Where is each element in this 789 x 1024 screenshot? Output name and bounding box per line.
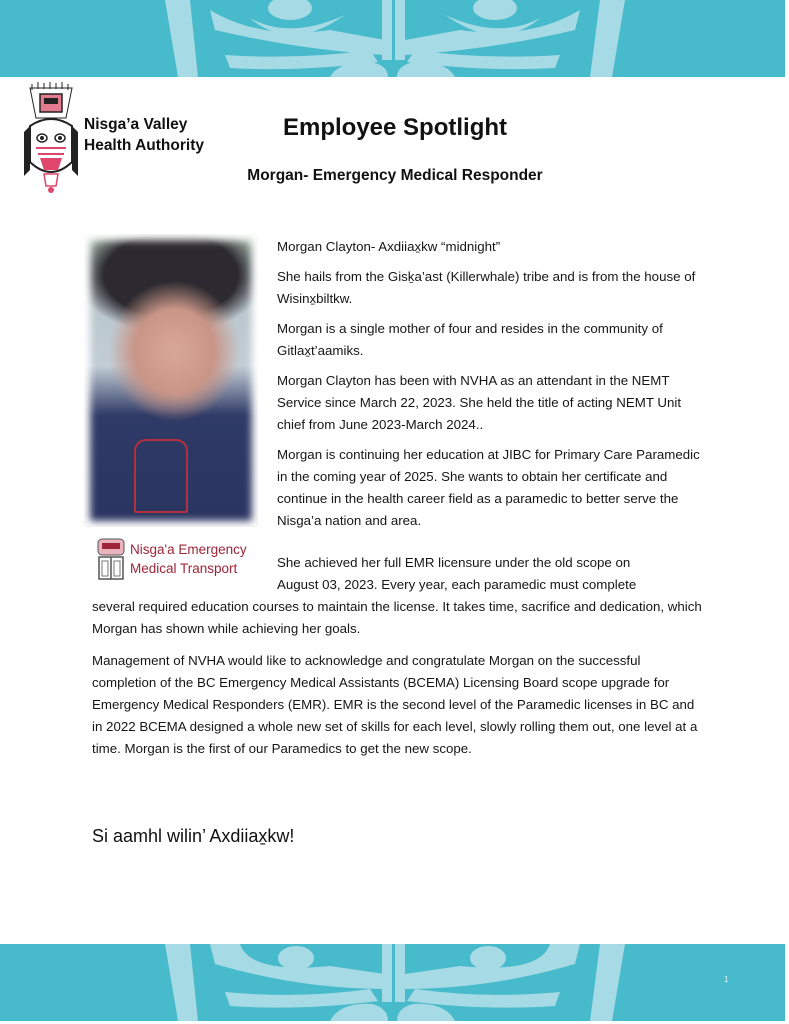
header-banner [0,0,785,77]
org-name-line1: Nisga’a Valley [84,116,188,133]
org-name-line2: Health Authority [84,137,204,154]
bio-education-paragraph: Morgan is continuing her education at JIBC for Primary Care Paramedic in the coming year of 2025. She wants to obtain her certificate and continue in the health career field as a paramedic to better serve the Nisga’a nation and area. [277,447,700,528]
page-title: Employee Spotlight [282,114,507,141]
employee-photo [84,234,258,527]
bio-employment-paragraph: Morgan Clayton has been with NVHA as an attendant in the NEMT Service since March 22, 2023. She held the title of acting NEMT Unit chief from June 2023-March 2024.. [277,373,682,432]
bio-name-paragraph: Morgan Clayton- Axdiiax̱kw “midnight” [277,239,501,254]
shirt-badge [134,439,188,513]
emr-rest: several required education courses to maintain the license. It takes time, sacrifice and dedication, which Morgan has shown while achieving her goals. [92,599,702,636]
bio-family-paragraph: Morgan is a single mother of four and resides in the community of Gitlax̱t’aamiks. [277,321,663,358]
closing-greeting: Si aamhl wilin’ Axdiiax̱kw! [92,826,295,846]
formline-design-icon [0,944,785,1021]
footer-banner [0,944,785,1021]
emr-line-1: She achieved her full EMR licensure under the old scope on [277,555,631,570]
management-paragraph: Management of NVHA would like to acknowledge and congratulate Morgan on the successful completion of the BC Emergency Medical Assistants (BCEMA) Licensing Board scope upgrade for Emergency Medical Responders (EMR). EMR is the second level of the Paramedic licenses in BC and in 2022 BCEMA designed a whole new set of skills for each level, slowly rolling them out, one level at a time. Morgan is the first of our Paramedics to get the new scope. [92,653,698,756]
org-name [84,114,204,156]
nemt-logo-line1: Nisga'a Emergency [130,542,247,557]
formline-design-icon [0,0,785,77]
page-number: 1 [724,975,729,984]
bio-column [277,236,707,540]
emr-line-2: August 03, 2023. Every year, each paramedic must complete [277,577,637,592]
nvha-crest-logo [22,82,80,194]
page-subtitle: Morgan- Emergency Medical Responder [247,167,543,184]
emr-paragraph [92,552,702,640]
nemt-logo-line2: Medical Transport [130,561,238,576]
bio-tribe-paragraph: She hails from the Gisḵa’ast (Killerwhale) tribe and is from the house of Wisinx̱biltkw. [277,269,696,306]
